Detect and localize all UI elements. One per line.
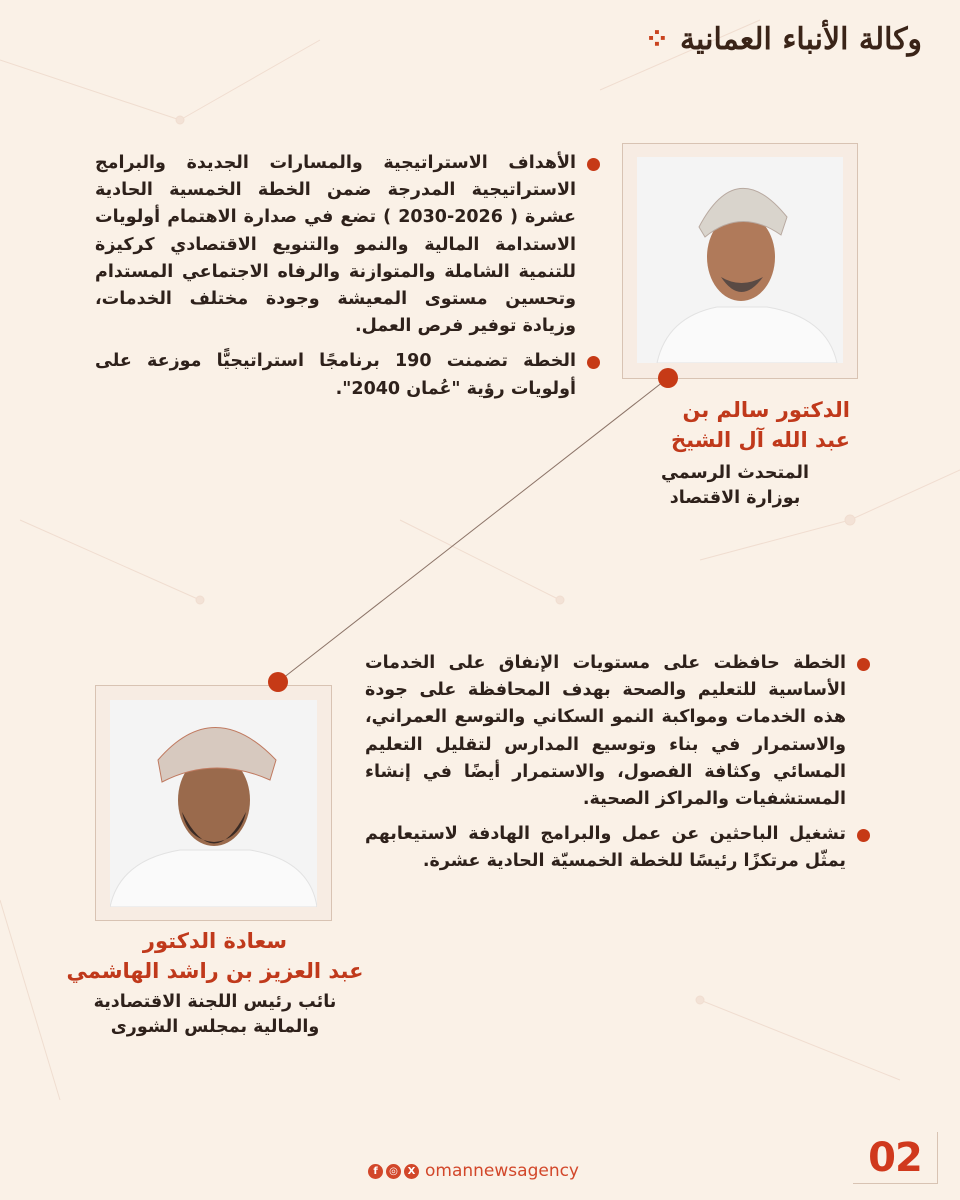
speaker2-title-line1: نائب رئيس اللجنة الاقتصادية [93, 992, 337, 1012]
speaker2-name-line1: سعادة الدكتور [142, 929, 288, 953]
speaker1-point-2: الخطة تضمنت 190 برنامجًا استراتيجيًّا موزعة على أولويات رؤية "عُمان 2040". [95, 348, 576, 402]
speaker1-title-line1: المتحدث الرسمي [661, 463, 809, 483]
speaker1-points [95, 150, 576, 411]
speaker2-marker-dot [268, 672, 288, 692]
speaker1-caption [620, 395, 850, 511]
speaker2-name-line2: عبد العزيز بن راشد الهاشمي [66, 959, 364, 983]
speaker2-title-line2: والمالية بمجلس الشورى [110, 1017, 320, 1037]
page-number: 02 [853, 1132, 938, 1184]
connector-line [278, 378, 668, 682]
social-handle[interactable]: omannewsagency [425, 1161, 579, 1181]
speaker2-points [365, 650, 846, 884]
facebook-icon[interactable]: f [368, 1164, 383, 1179]
speaker2-point-2: تشغيل الباحثين عن عمل والبرامج الهادفة لاستيعابهم يمثّل مرتكزًا رئيسًا للخطة الخمسيّة الحادية عشرة. [365, 821, 846, 875]
speaker2-caption [40, 926, 390, 1040]
speaker1-point-1: الأهداف الاستراتيجية والمسارات الجديدة والبرامج الاستراتيجية المدرجة ضمن الخطة الخمسية الحادية عشرة ( 2026-2030 ) تضع في صدارة الاهتمام أولويات الاستدامة المالية والنمو والتنويع الاقتصادي كركيزة للتنمية الشاملة والمتوازنة والرفاه الاجتماعي المستدام وتحسين مستوى المعيشة وجودة مختلف الخدمات، وزيادة توفير فرص العمل. [95, 150, 576, 340]
speaker1-photo [637, 157, 843, 363]
speaker1-name-line1: الدكتور سالم بن [682, 398, 850, 422]
instagram-icon[interactable]: ◎ [386, 1164, 401, 1179]
speaker1-title-line2: بوزارة الاقتصاد [669, 488, 801, 508]
speaker2-photo [110, 700, 317, 907]
speaker2-point-1: الخطة حافظت على مستويات الإنفاق على الخدمات الأساسية للتعليم والصحة بهدف المحافظة على جودة هذه الخدمات ومواكبة النمو السكاني والتوسع العمراني، والاستمرار في بناء وتوسيع المدارس لتقليل التعليم المسائي وكثافة الفصول، والاستمرار أيضًا في إنشاء المستشفيات والمراكز الصحية. [365, 650, 846, 813]
speaker1-name-line2: عبد الله آل الشيخ [671, 428, 850, 452]
agency-logo: وكالة الأنباء العمانية ⁘ [644, 22, 922, 57]
speaker1-marker-dot [658, 368, 678, 388]
x-icon[interactable]: X [404, 1164, 419, 1179]
social-footer [368, 1161, 579, 1181]
